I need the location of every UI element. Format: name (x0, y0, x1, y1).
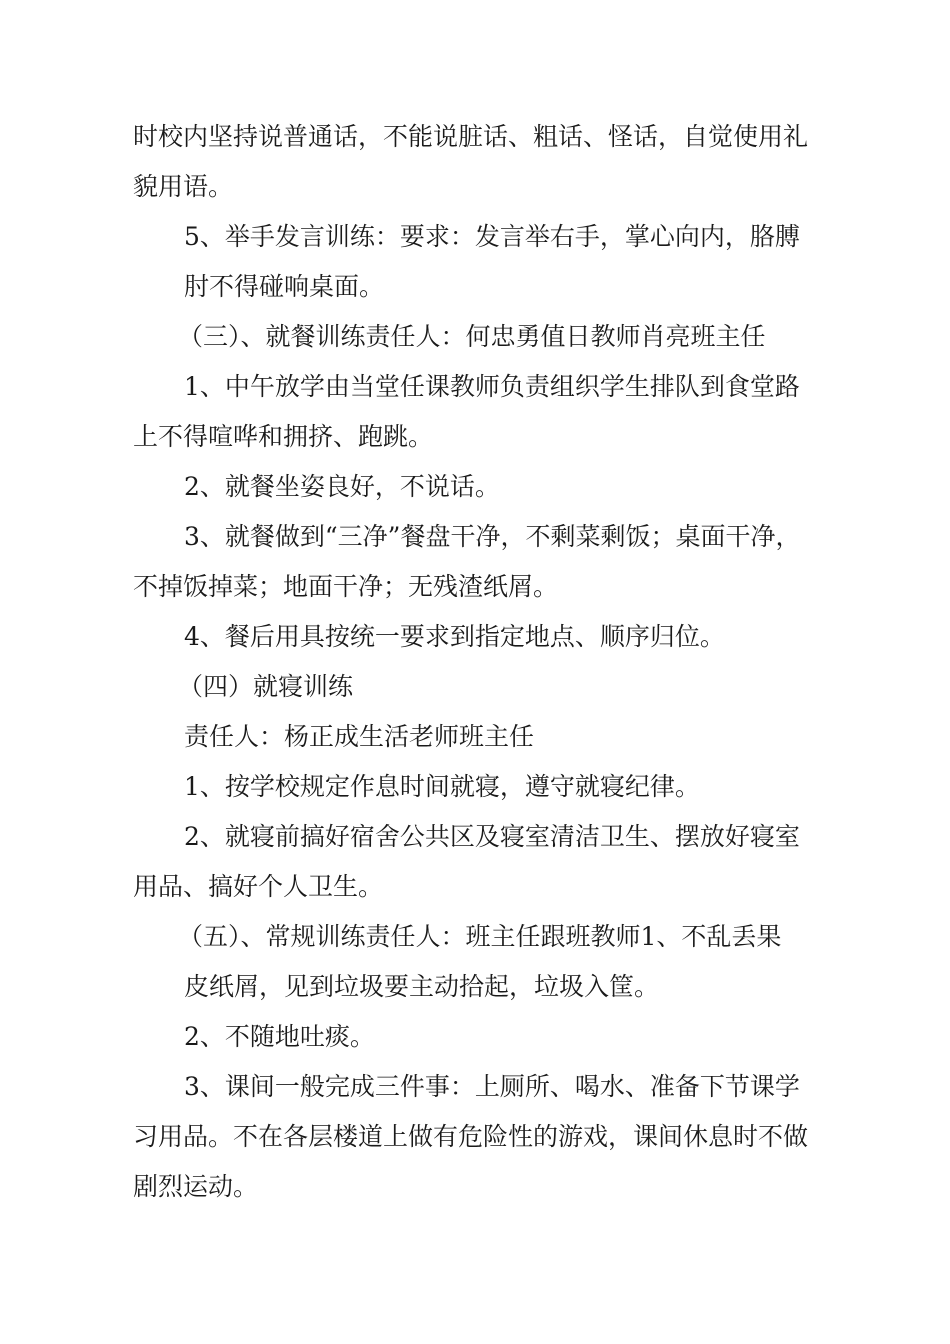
text-line: 责任人：杨正成生活老师班主任 (184, 722, 535, 751)
text-line: 2、就餐坐姿良好，不说话。 (184, 472, 500, 501)
text-line: 不掉饭掉菜；地面干净；无残渣纸屑。 (133, 572, 559, 601)
text-line: 皮纸屑，见到垃圾要主动拾起，垃圾入筐。 (184, 972, 660, 1001)
text-line: 1、按学校规定作息时间就寝，遵守就寝纪律。 (184, 772, 700, 801)
document-body (133, 112, 833, 1212)
text-line: 4、餐后用具按统一要求到指定地点、顺序归位。 (184, 622, 725, 651)
text-line: 貌用语。 (133, 172, 234, 201)
text-line: 2、不随地吐痰。 (184, 1022, 375, 1051)
text-line: 1、中午放学由当堂任课教师负责组织学生排队到食堂路 (184, 372, 800, 401)
text-line: 上不得喧哗和拥挤、跑跳。 (133, 422, 434, 451)
text-line: 3、就餐做到“三净”餐盘干净，不剩菜剩饭；桌面干净， (184, 522, 801, 551)
text-line: 时校内坚持说普通话，不能说脏话、粗话、怪话，自觉使用礼 (133, 122, 809, 151)
section-heading: （五）、常规训练责任人：班主任跟班教师1、不乱丢果 (178, 922, 782, 951)
text-line: 习用品。不在各层楼道上做有危险性的游戏，课间休息时不做 (133, 1122, 809, 1151)
section-heading: （四）就寝训练 (178, 672, 354, 701)
section-heading: （三）、就餐训练责任人：何忠勇值日教师肖亮班主任 (178, 322, 766, 351)
text-line: 5、举手发言训练：要求：发言举右手，掌心向内，胳膊 (184, 222, 800, 251)
text-line: 2、就寝前搞好宿舍公共区及寝室清洁卫生、摆放好寝室 (184, 822, 800, 851)
text-line: 剧烈运动。 (133, 1172, 259, 1201)
text-line: 肘不得碰响桌面。 (184, 272, 385, 301)
text-line: 3、课间一般完成三件事：上厕所、喝水、准备下节课学 (184, 1072, 800, 1101)
text-line: 用品、搞好个人卫生。 (133, 872, 384, 901)
